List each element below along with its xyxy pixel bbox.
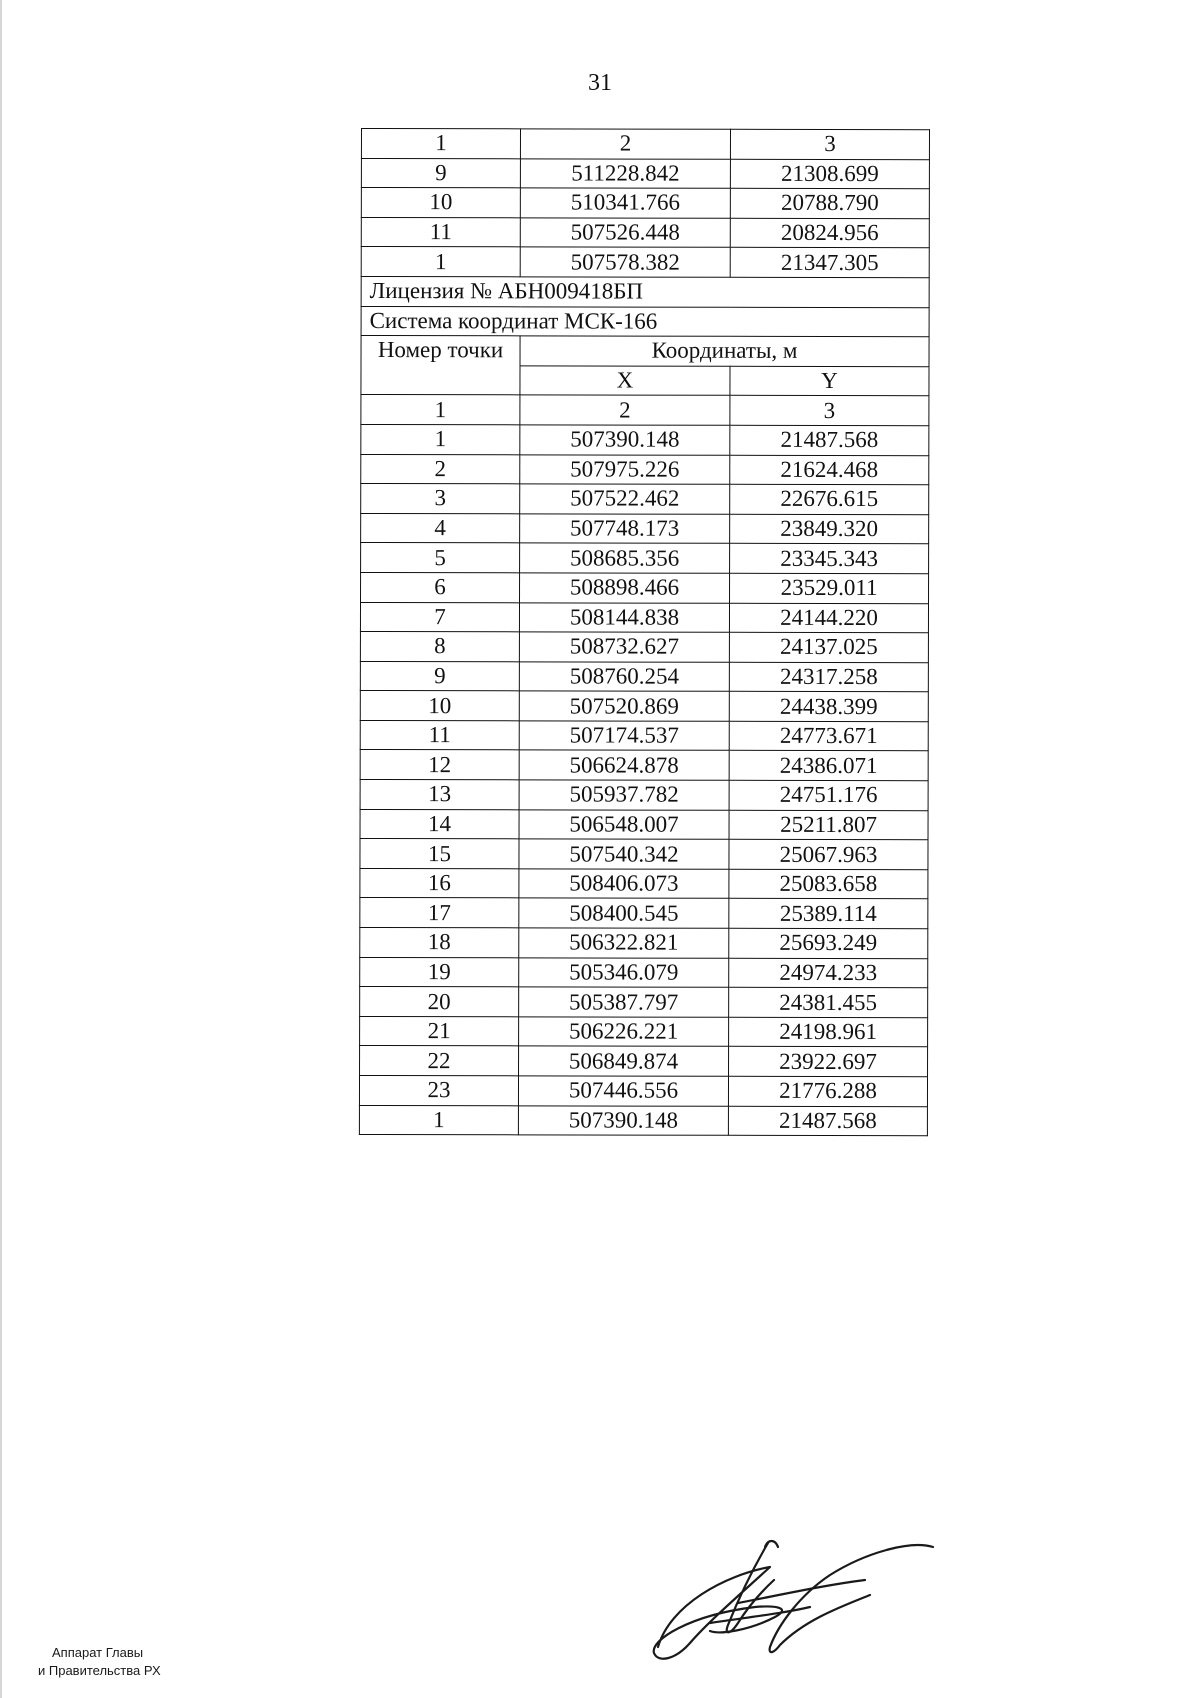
- x-coordinate-cell: 508732.627: [519, 632, 729, 662]
- point-number-cell: 9: [360, 661, 519, 691]
- y-coordinate-cell: 24198.961: [729, 1017, 928, 1047]
- y-coordinate-cell: 21487.568: [728, 1106, 927, 1136]
- column-number-cell: 3: [730, 396, 929, 426]
- point-number-cell: 11: [360, 720, 519, 750]
- x-coordinate-cell: 507520.869: [519, 691, 729, 721]
- table-row: [361, 247, 929, 278]
- table-row: [360, 1046, 928, 1077]
- coordinate-system-row: [361, 306, 929, 337]
- coordinates-table-block: [359, 128, 929, 1136]
- table-row: [360, 987, 928, 1018]
- point-number-cell: 14: [360, 809, 519, 839]
- y-coordinate-cell: 25083.658: [729, 869, 928, 899]
- stamp-line-2: и Правительства РХ: [38, 1663, 161, 1678]
- license-table-body: [359, 424, 928, 1135]
- point-number-cell: 1: [359, 1105, 518, 1135]
- table-row: [360, 898, 928, 929]
- table-row: [361, 454, 929, 485]
- y-coordinate-cell: 24773.671: [729, 721, 928, 751]
- table-row: [360, 632, 928, 663]
- y-coordinate-cell: 25211.807: [729, 810, 928, 840]
- license-row: [361, 276, 929, 307]
- y-coordinate-cell: 25067.963: [729, 840, 928, 870]
- table-row: [360, 602, 928, 633]
- point-number-cell: 1: [361, 424, 520, 454]
- table-row: [360, 957, 928, 988]
- table-row: [361, 424, 929, 455]
- y-coordinate-cell: 21347.305: [730, 248, 929, 278]
- point-number-cell: 11: [361, 217, 520, 247]
- x-coordinate-cell: 507526.448: [520, 218, 730, 248]
- x-axis-header: X: [520, 366, 730, 396]
- table-row: [360, 839, 928, 870]
- column-header-row: [361, 336, 929, 367]
- y-coordinate-cell: 22676.615: [730, 484, 929, 514]
- table-row: [360, 750, 928, 781]
- table-row: [360, 720, 928, 751]
- y-coordinate-cell: 21487.568: [730, 425, 929, 455]
- column-number-cell: 2: [520, 395, 730, 425]
- point-number-cell: 7: [360, 602, 519, 632]
- point-number-cell: 13: [360, 780, 519, 810]
- x-coordinate-cell: 511228.842: [520, 158, 730, 188]
- column-number-cell: 3: [730, 129, 929, 159]
- x-coordinate-cell: 507522.462: [520, 484, 730, 514]
- y-coordinate-cell: 24137.025: [729, 632, 928, 662]
- stamp-line-1: Аппарат Главы: [52, 1645, 144, 1660]
- x-coordinate-cell: 507446.556: [518, 1076, 728, 1106]
- point-number-cell: 21: [360, 1016, 519, 1046]
- point-number-cell: 12: [360, 750, 519, 780]
- point-number-cell: 22: [360, 1046, 519, 1076]
- y-coordinate-cell: 24751.176: [729, 780, 928, 810]
- x-coordinate-cell: 507390.148: [518, 1105, 728, 1135]
- x-coordinate-cell: 506226.221: [519, 1017, 729, 1047]
- x-coordinate-cell: 508760.254: [519, 662, 729, 692]
- column-number-cell: 1: [361, 129, 520, 159]
- x-coordinate-cell: 507748.173: [520, 514, 730, 544]
- table-row: [361, 543, 929, 574]
- point-number-cell: 4: [361, 513, 520, 543]
- x-coordinate-cell: 508406.073: [519, 869, 729, 899]
- column-number-cell: 1: [361, 395, 520, 425]
- point-number-cell: 10: [360, 691, 519, 721]
- x-coordinate-cell: 507975.226: [520, 454, 730, 484]
- y-coordinate-cell: 25693.249: [729, 928, 928, 958]
- page-number: 31: [588, 70, 612, 96]
- table-row: [360, 809, 928, 840]
- table-row: [360, 928, 928, 959]
- table-row: [360, 691, 928, 722]
- point-number-cell: 2: [361, 454, 520, 484]
- point-number-cell: 17: [360, 898, 519, 928]
- y-coordinate-cell: 21776.288: [728, 1076, 927, 1106]
- coordinate-system-label: Система координат МСК-166: [361, 306, 929, 337]
- point-number-header: Номер точки: [361, 336, 520, 396]
- point-number-cell: 9: [361, 158, 520, 188]
- x-coordinate-cell: 506322.821: [519, 928, 729, 958]
- y-coordinate-cell: 23529.011: [730, 573, 929, 603]
- coordinates-header: Координаты, м: [520, 336, 929, 366]
- continued-table-body: [361, 129, 929, 278]
- column-number-cell: 2: [520, 129, 730, 159]
- y-coordinate-cell: 24386.071: [729, 751, 928, 781]
- point-number-cell: 16: [360, 868, 519, 898]
- x-coordinate-cell: 507390.148: [520, 425, 730, 455]
- point-number-cell: 19: [360, 957, 519, 987]
- point-number-cell: 10: [361, 188, 520, 218]
- table-row: [361, 188, 929, 219]
- point-number-cell: 5: [361, 543, 520, 573]
- y-coordinate-cell: 20788.790: [730, 188, 929, 218]
- x-coordinate-cell: 506548.007: [519, 809, 729, 839]
- table-row: [361, 217, 929, 248]
- x-coordinate-cell: 505387.797: [519, 987, 729, 1017]
- license-header: [361, 276, 929, 425]
- coordinates-table: [359, 128, 930, 1136]
- y-coordinate-cell: 21308.699: [730, 159, 929, 189]
- table-row: [360, 868, 928, 899]
- table-row: [360, 661, 928, 692]
- y-axis-header: Y: [730, 366, 929, 396]
- point-number-cell: 8: [360, 632, 519, 662]
- y-coordinate-cell: 23922.697: [729, 1047, 928, 1077]
- x-coordinate-cell: 507578.382: [520, 247, 730, 277]
- y-coordinate-cell: 21624.468: [730, 455, 929, 485]
- table-row: [359, 1075, 927, 1106]
- x-coordinate-cell: 505937.782: [519, 780, 729, 810]
- y-coordinate-cell: 20824.956: [730, 218, 929, 248]
- y-coordinate-cell: 25389.114: [729, 899, 928, 929]
- table-row: [361, 484, 929, 515]
- point-number-cell: 18: [360, 928, 519, 958]
- handwritten-signature-icon: [650, 1535, 940, 1665]
- x-coordinate-cell: 510341.766: [520, 188, 730, 218]
- table-row: [360, 780, 928, 811]
- x-coordinate-cell: 508898.466: [520, 573, 730, 603]
- x-coordinate-cell: 506849.874: [519, 1046, 729, 1076]
- x-coordinate-cell: 508400.545: [519, 898, 729, 928]
- point-number-cell: 3: [361, 484, 520, 514]
- x-coordinate-cell: 507174.537: [519, 721, 729, 751]
- x-coordinate-cell: 506624.878: [519, 750, 729, 780]
- x-coordinate-cell: 507540.342: [519, 839, 729, 869]
- y-coordinate-cell: 24381.455: [729, 987, 928, 1017]
- table-row: [360, 1016, 928, 1047]
- y-coordinate-cell: 24974.233: [729, 958, 928, 988]
- point-number-cell: 1: [361, 247, 520, 277]
- x-coordinate-cell: 508685.356: [520, 543, 730, 573]
- y-coordinate-cell: 24317.258: [729, 662, 928, 692]
- table-row: [359, 1105, 927, 1136]
- footer-stamp: [38, 1644, 161, 1680]
- table-row: [361, 572, 929, 603]
- table-row: [361, 158, 929, 189]
- license-label: Лицензия № АБН009418БП: [361, 276, 929, 307]
- x-coordinate-cell: 508144.838: [519, 602, 729, 632]
- y-coordinate-cell: 23849.320: [730, 514, 929, 544]
- y-coordinate-cell: 24438.399: [729, 692, 928, 722]
- point-number-cell: 15: [360, 839, 519, 869]
- table-row: [361, 513, 929, 544]
- point-number-cell: 23: [359, 1075, 518, 1105]
- point-number-cell: 6: [361, 572, 520, 602]
- scan-edge: [0, 0, 2, 1698]
- point-number-cell: 20: [360, 987, 519, 1017]
- column-number-row: [361, 395, 929, 426]
- y-coordinate-cell: 24144.220: [729, 603, 928, 633]
- y-coordinate-cell: 23345.343: [730, 544, 929, 574]
- column-number-row: [361, 129, 929, 160]
- x-coordinate-cell: 505346.079: [519, 957, 729, 987]
